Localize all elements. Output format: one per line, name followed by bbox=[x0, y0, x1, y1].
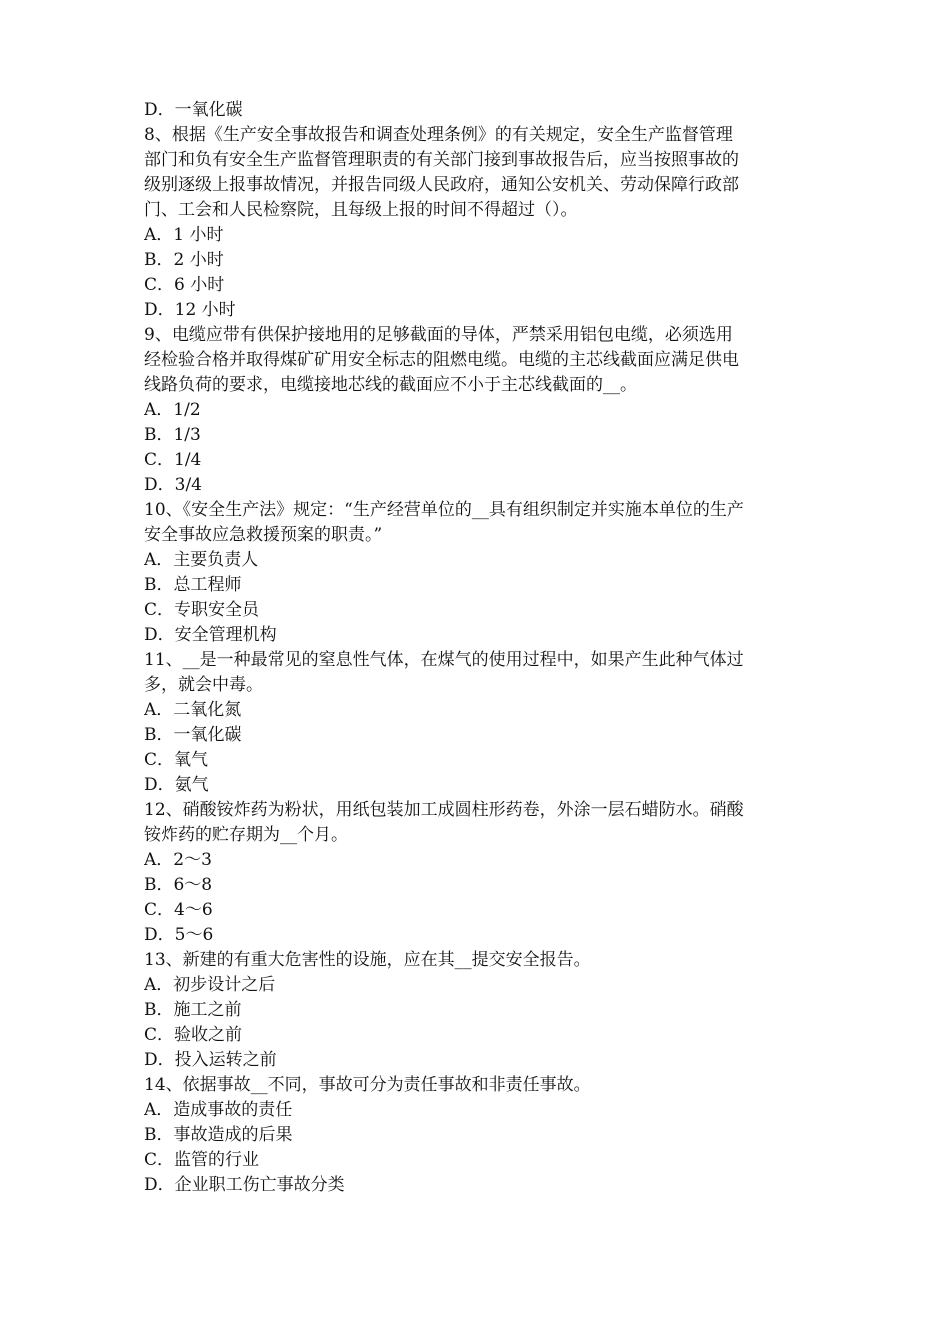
text-line: B．总工程师 bbox=[144, 575, 242, 595]
text-line: D．一氧化碳 bbox=[144, 100, 243, 120]
text-line: 安全事故应急救援预案的职责。” bbox=[144, 525, 383, 545]
text-line: 级别逐级上报事故情况，并报告同级人民政府，通知公安机关、劳动保障行政部 bbox=[144, 175, 739, 195]
answer-option bbox=[144, 923, 820, 948]
answer-option bbox=[144, 598, 820, 623]
text-line: A．初步设计之后 bbox=[144, 975, 276, 995]
text-line: D．5～6 bbox=[144, 925, 214, 945]
answer-option bbox=[144, 748, 820, 773]
text-line: 线路负荷的要求，电缆接地芯线的截面应不小于主芯线截面的__。 bbox=[144, 375, 637, 395]
answer-option bbox=[144, 723, 820, 748]
text-line: A．1 小时 bbox=[144, 225, 224, 245]
text-line: 8、根据《生产安全事故报告和调查处理条例》的有关规定，安全生产监督管理 bbox=[144, 125, 733, 145]
text-line: 12、硝酸铵炸药为粉状，用纸包装加工成圆柱形药卷，外涂一层石蜡防水。硝酸 bbox=[144, 800, 744, 820]
text-line: D．12 小时 bbox=[144, 300, 236, 320]
answer-option bbox=[144, 1123, 820, 1148]
text-line: C．1/4 bbox=[144, 450, 202, 470]
text-line: B．施工之前 bbox=[144, 1000, 242, 1020]
text-line: A．1/2 bbox=[144, 400, 201, 420]
answer-option bbox=[144, 973, 820, 998]
text-line: C．氧气 bbox=[144, 750, 209, 770]
text-line: 铵炸药的贮存期为__个月。 bbox=[144, 825, 348, 845]
text-line: 10、《安全生产法》规定：“生产经营单位的__具有组织制定并实施本单位的生产 bbox=[144, 500, 744, 520]
answer-option bbox=[144, 773, 820, 798]
text-line: C．验收之前 bbox=[144, 1025, 243, 1045]
answer-option bbox=[144, 448, 820, 473]
question-stem bbox=[144, 1073, 820, 1098]
answer-option bbox=[144, 473, 820, 498]
answer-option bbox=[144, 698, 820, 723]
text-line: A．主要负责人 bbox=[144, 550, 259, 570]
question-stem bbox=[144, 648, 820, 698]
answer-option bbox=[144, 998, 820, 1023]
text-line: C．专职安全员 bbox=[144, 600, 260, 620]
text-line: A．二氧化氮 bbox=[144, 700, 242, 720]
text-line: 经检验合格并取得煤矿矿用安全标志的阻燃电缆。电缆的主芯线截面应满足供电 bbox=[144, 350, 739, 370]
text-line: D．氨气 bbox=[144, 775, 209, 795]
text-line: A．2～3 bbox=[144, 850, 212, 870]
text-line: 门、工会和人民检察院，且每级上报的时间不得超过（）。 bbox=[144, 200, 578, 220]
answer-option bbox=[144, 1148, 820, 1173]
text-line: D．投入运转之前 bbox=[144, 1050, 277, 1070]
text-line: D．3/4 bbox=[144, 475, 202, 495]
answer-option bbox=[144, 423, 820, 448]
text-line: A．造成事故的责任 bbox=[144, 1100, 293, 1120]
question-stem bbox=[144, 948, 820, 973]
question-stem bbox=[144, 323, 820, 398]
answer-option bbox=[144, 248, 820, 273]
answer-option bbox=[144, 298, 820, 323]
text-line: 9、电缆应带有供保护接地用的足够截面的导体，严禁采用铝包电缆，必须选用 bbox=[144, 325, 733, 345]
text-line: D．企业职工伤亡事故分类 bbox=[144, 1175, 345, 1195]
text-line: B．6～8 bbox=[144, 875, 213, 895]
answer-option bbox=[144, 273, 820, 298]
text-line: B．一氧化碳 bbox=[144, 725, 242, 745]
question-stem bbox=[144, 123, 820, 223]
text-line: C．监管的行业 bbox=[144, 1150, 260, 1170]
text-line: B．1/3 bbox=[144, 425, 201, 445]
answer-option bbox=[144, 1098, 820, 1123]
answer-option bbox=[144, 1048, 820, 1073]
answer-option bbox=[144, 848, 820, 873]
text-line: C．6 小时 bbox=[144, 275, 225, 295]
answer-option bbox=[144, 873, 820, 898]
text-line: B．2 小时 bbox=[144, 250, 224, 270]
text-line: C．4～6 bbox=[144, 900, 213, 920]
question-stem bbox=[144, 798, 820, 848]
text-line: D．安全管理机构 bbox=[144, 625, 277, 645]
answer-option bbox=[144, 623, 820, 648]
text-line: 部门和负有安全生产监督管理职责的有关部门接到事故报告后，应当按照事故的 bbox=[144, 150, 739, 170]
answer-option bbox=[144, 898, 820, 923]
answer-option bbox=[144, 98, 820, 123]
answer-option bbox=[144, 223, 820, 248]
document-page bbox=[144, 98, 820, 1198]
answer-option bbox=[144, 573, 820, 598]
answer-option bbox=[144, 1173, 820, 1198]
answer-option bbox=[144, 1023, 820, 1048]
text-line: 11、__是一种最常见的窒息性气体，在煤气的使用过程中，如果产生此种气体过 bbox=[144, 650, 744, 670]
text-line: 13、新建的有重大危害性的设施，应在其__提交安全报告。 bbox=[144, 950, 591, 970]
question-stem bbox=[144, 498, 820, 548]
text-line: 多，就会中毒。 bbox=[144, 675, 263, 695]
answer-option bbox=[144, 548, 820, 573]
answer-option bbox=[144, 398, 820, 423]
text-line: 14、依据事故__不同，事故可分为责任事故和非责任事故。 bbox=[144, 1075, 591, 1095]
text-line: B．事故造成的后果 bbox=[144, 1125, 293, 1145]
